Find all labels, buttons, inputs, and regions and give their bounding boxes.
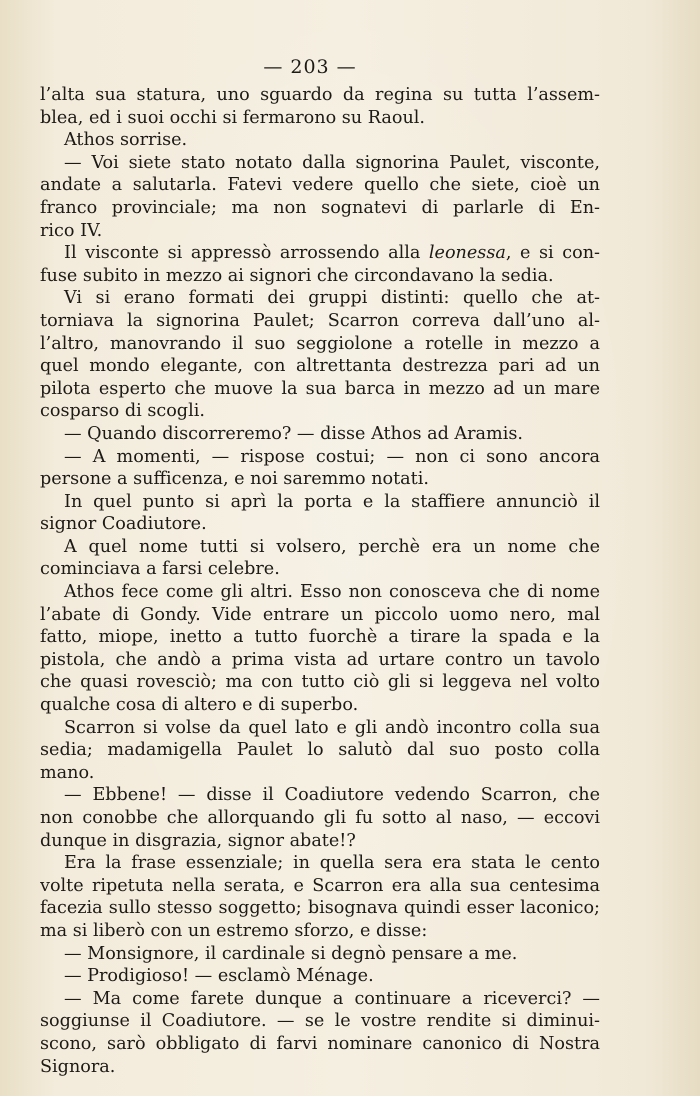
text-line: mano. (40, 762, 95, 783)
text-line: l’alta sua statura, uno sguardo da regina su tutta l’assem- (40, 85, 600, 105)
page-number: — 203 — (263, 56, 357, 78)
text-line: ma si liberò con un estremo sforzo, e disse: (40, 920, 428, 941)
text-line: Athos sorrise. (64, 130, 188, 151)
text-line: — A momenti, — rispose costui; — non ci sono ancora (64, 446, 600, 467)
text-line: — Voi siete stato notato dalla signorina Paulet, visconte, (64, 152, 600, 173)
text-line: — Ma come farete dunque a continuare a riceverci? — (64, 988, 600, 1009)
text-line: blea, ed i suoi occhi si fermarono su Raoul. (40, 107, 425, 128)
text-line: quel mondo elegante, con altrettanta destrezza pari ad un (40, 356, 600, 377)
text-line: — Ebbene! — disse il Coadiutore vedendo Scarron, che (64, 785, 600, 806)
text-line: — Quando discorreremo? — disse Athos ad Aramis. (64, 423, 523, 444)
text-line: Signora. (40, 1056, 116, 1077)
text-line: scono, sarò obbligato di farvi nominare canonico di Nostra (40, 1033, 600, 1054)
text-line: franco provinciale; ma non sognatevi di parlarle di En- (40, 197, 600, 218)
text-line: sedia; madamigella Paulet lo salutò dal suo posto colla (40, 740, 600, 761)
text-line: cosparso di scogli. (40, 401, 205, 422)
text-line: persone a sufficenza, e noi saremmo notati. (40, 469, 429, 490)
text-line: l’abate di Gondy. Vide entrare un piccolo uomo nero, mal (40, 604, 600, 625)
text-line: Il visconte si appressò arrossendo alla leonessa, e si con- (64, 243, 600, 264)
text-line: Scarron si volse da quel lato e gli andò incontro colla sua (64, 717, 600, 738)
text-line: — Monsignore, il cardinale si degnò pensare a me. (64, 943, 518, 964)
body-text (40, 84, 600, 1078)
text-line: fatto, miope, inetto a tutto fuorchè a tirare la spada e la (40, 627, 600, 648)
text-line: A quel nome tutti si volsero, perchè era un nome che (64, 536, 600, 557)
text-line: volte ripetuta nella serata, e Scarron era alla sua centesima (40, 875, 600, 896)
text-line: pistola, che andò a prima vista ad urtare contro un tavolo (40, 649, 600, 670)
text-line: qualche cosa di altero e di superbo. (40, 695, 359, 716)
text-line: Athos fece come gli altri. Esso non conosceva che di nome (64, 582, 600, 603)
text-line: che quasi rovesciò; ma con tutto ciò gli si leggeva nel volto (40, 672, 600, 693)
text-line: l’altro, manovrando il suo seggiolone a rotelle in mezzo a (40, 333, 600, 354)
text-line: pilota esperto che muove la sua barca in mezzo ad un mare (40, 378, 600, 399)
text-line: signor Coadiutore. (40, 514, 207, 535)
text-line: andate a salutarla. Fatevi vedere quello che siete, cioè un (40, 175, 600, 196)
text-line: torniava la signorina Paulet; Scarron correva dall’uno al- (40, 310, 600, 331)
text-line: rico IV. (40, 220, 103, 241)
italic-word: leonessa (428, 243, 506, 264)
text-line: fuse subito in mezzo ai signori che circondavano la sedia. (40, 265, 554, 286)
text-line: facezia sullo stesso soggetto; bisognava quindi esser laconico; (40, 898, 600, 919)
text-line: Era la frase essenziale; in quella sera era stata le cento (64, 853, 600, 874)
text-line: Vi si erano formati dei gruppi distinti: quello che at- (64, 288, 600, 309)
text-line: dunque in disgrazia, signor abate!? (40, 830, 356, 851)
text-line: — Prodigioso! — esclamò Ménage. (64, 966, 374, 987)
text-line: In quel punto si aprì la porta e la staffiere annunciò il (64, 491, 600, 512)
text-line: non conobbe che allorquando gli fu sotto al naso, — eccovi (40, 808, 600, 828)
text-line: cominciava a farsi celebre. (40, 559, 280, 580)
text-line: soggiunse il Coadiutore. — se le vostre rendite si diminui- (40, 1011, 600, 1032)
